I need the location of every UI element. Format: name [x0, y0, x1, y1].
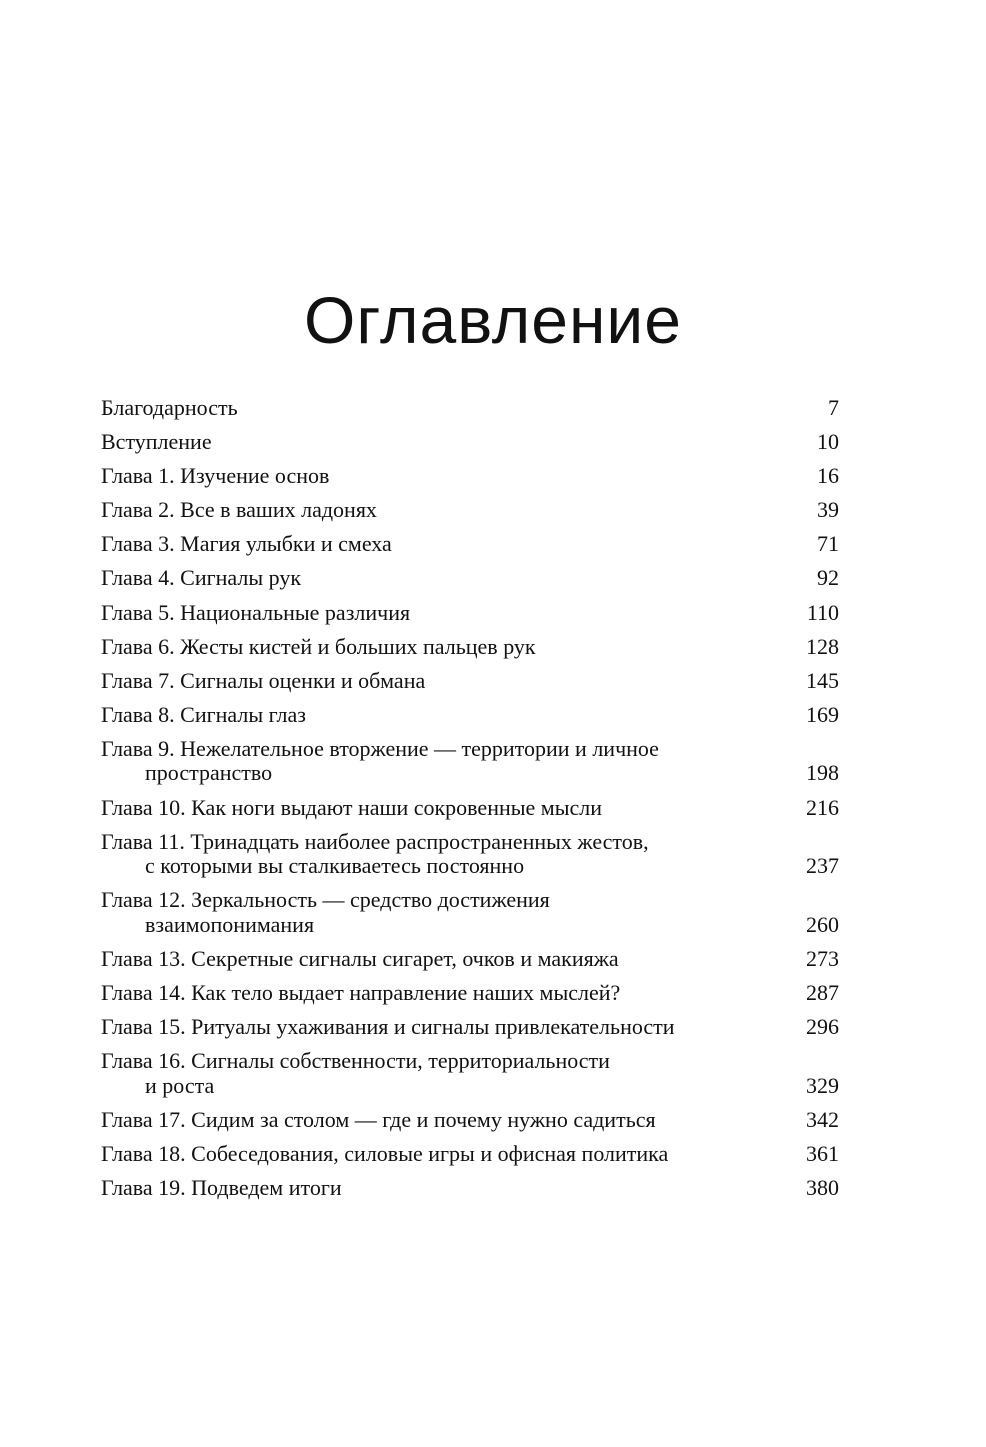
- toc-entry[interactable]: [101, 1142, 839, 1167]
- toc-entry-title: Благодарность: [101, 395, 238, 420]
- toc-entry-title: Глава 5. Национальные различия: [101, 599, 411, 625]
- toc-entry[interactable]: [101, 532, 839, 557]
- toc-entry-title-continuation: и роста: [145, 1072, 215, 1098]
- toc-entry-title: Глава 2. Все в ваших ладонях: [101, 497, 377, 523]
- toc-entry-title: Глава 4. Сигналы рук: [101, 565, 302, 591]
- toc-entry-title-continuation: с которыми вы сталкиваетесь постоянно: [145, 853, 525, 879]
- toc-entry-title: Глава 17. Сидим за столом — где и почему нужно садиться: [101, 1106, 656, 1132]
- table-of-contents: [101, 396, 839, 1210]
- toc-entry[interactable]: [101, 1176, 839, 1201]
- toc-entry-page: 128: [806, 633, 839, 659]
- toc-entry-page: 329: [806, 1072, 839, 1098]
- toc-entry-title: Глава 6. Жесты кистей и больших пальцев рук: [101, 633, 536, 659]
- toc-entry-title: Глава 3. Магия улыбки и смеха: [101, 531, 392, 557]
- toc-entry-page: 169: [806, 701, 839, 727]
- toc-entry[interactable]: [101, 464, 839, 489]
- toc-entry-title: Вступление: [101, 429, 212, 455]
- toc-entry-page: 287: [806, 979, 839, 1005]
- toc-entry[interactable]: [101, 1108, 839, 1133]
- toc-entry-page: 237: [806, 853, 839, 879]
- toc-entry-title-continuation: взаимопонимания: [145, 911, 315, 937]
- toc-entry-title: Глава 19. Подведем итоги: [101, 1174, 342, 1200]
- toc-entry-title: Глава 16. Сигналы собственности, территориальности: [101, 1048, 610, 1074]
- toc-entry-page: 145: [806, 667, 839, 693]
- toc-entry-title: Глава 18. Собеседования, силовые игры и офисная политика: [101, 1140, 669, 1166]
- toc-entry[interactable]: [101, 737, 839, 786]
- toc-entry-page: 380: [806, 1174, 839, 1200]
- toc-entry-title: Глава 9. Нежелательное вторжение — территории и личное: [101, 735, 659, 761]
- toc-entry[interactable]: [101, 796, 839, 821]
- toc-entry-title: Глава 7. Сигналы оценки и обмана: [101, 667, 426, 693]
- toc-entry[interactable]: [101, 981, 839, 1006]
- toc-entry[interactable]: [101, 635, 839, 660]
- toc-entry-title-continuation: пространство: [145, 760, 273, 786]
- toc-entry[interactable]: [101, 601, 839, 626]
- toc-entry-page: 296: [806, 1014, 839, 1039]
- toc-entry-title: Глава 8. Сигналы глаз: [101, 701, 306, 727]
- toc-entry-title: Глава 1. Изучение основ: [101, 463, 330, 489]
- toc-entry-page: 361: [806, 1140, 839, 1166]
- toc-entry-page: 39: [817, 497, 839, 523]
- toc-entry-page: 7: [828, 395, 839, 420]
- toc-entry-page: 110: [806, 599, 839, 625]
- toc-entry-page: 342: [806, 1106, 839, 1132]
- toc-entry[interactable]: [101, 888, 839, 937]
- toc-entry[interactable]: [101, 830, 839, 879]
- toc-entry[interactable]: [101, 498, 839, 523]
- toc-entry-page: 10: [817, 429, 839, 455]
- toc-entry[interactable]: [101, 396, 839, 421]
- toc-entry[interactable]: [101, 430, 839, 455]
- toc-entry[interactable]: [101, 703, 839, 728]
- toc-entry-title: Глава 11. Тринадцать наиболее распространенных жестов,: [101, 828, 649, 854]
- toc-entry-page: 273: [806, 945, 839, 971]
- toc-entry-title: Глава 15. Ритуалы ухаживания и сигналы привлекательности: [101, 1014, 675, 1039]
- toc-entry-title: Глава 13. Секретные сигналы сигарет, очков и макияжа: [101, 945, 619, 971]
- toc-entry-page: 216: [806, 794, 839, 820]
- toc-entry[interactable]: [101, 1015, 839, 1040]
- toc-entry-page: 198: [806, 760, 839, 786]
- toc-entry-page: 16: [817, 463, 839, 489]
- toc-entry[interactable]: [101, 1049, 839, 1098]
- toc-entry-page: 260: [806, 911, 839, 937]
- toc-entry-title: Глава 14. Как тело выдает направление наших мыслей?: [101, 979, 621, 1005]
- toc-entry-page: 71: [817, 531, 839, 557]
- toc-entry[interactable]: [101, 566, 839, 591]
- toc-entry[interactable]: [101, 947, 839, 972]
- page-title: Оглавление: [304, 283, 682, 357]
- toc-entry-page: 92: [817, 565, 839, 591]
- toc-entry-title: Глава 10. Как ноги выдают наши сокровенные мысли: [101, 794, 603, 820]
- toc-entry-title: Глава 12. Зеркальность — средство достижения: [101, 887, 550, 913]
- toc-entry[interactable]: [101, 669, 839, 694]
